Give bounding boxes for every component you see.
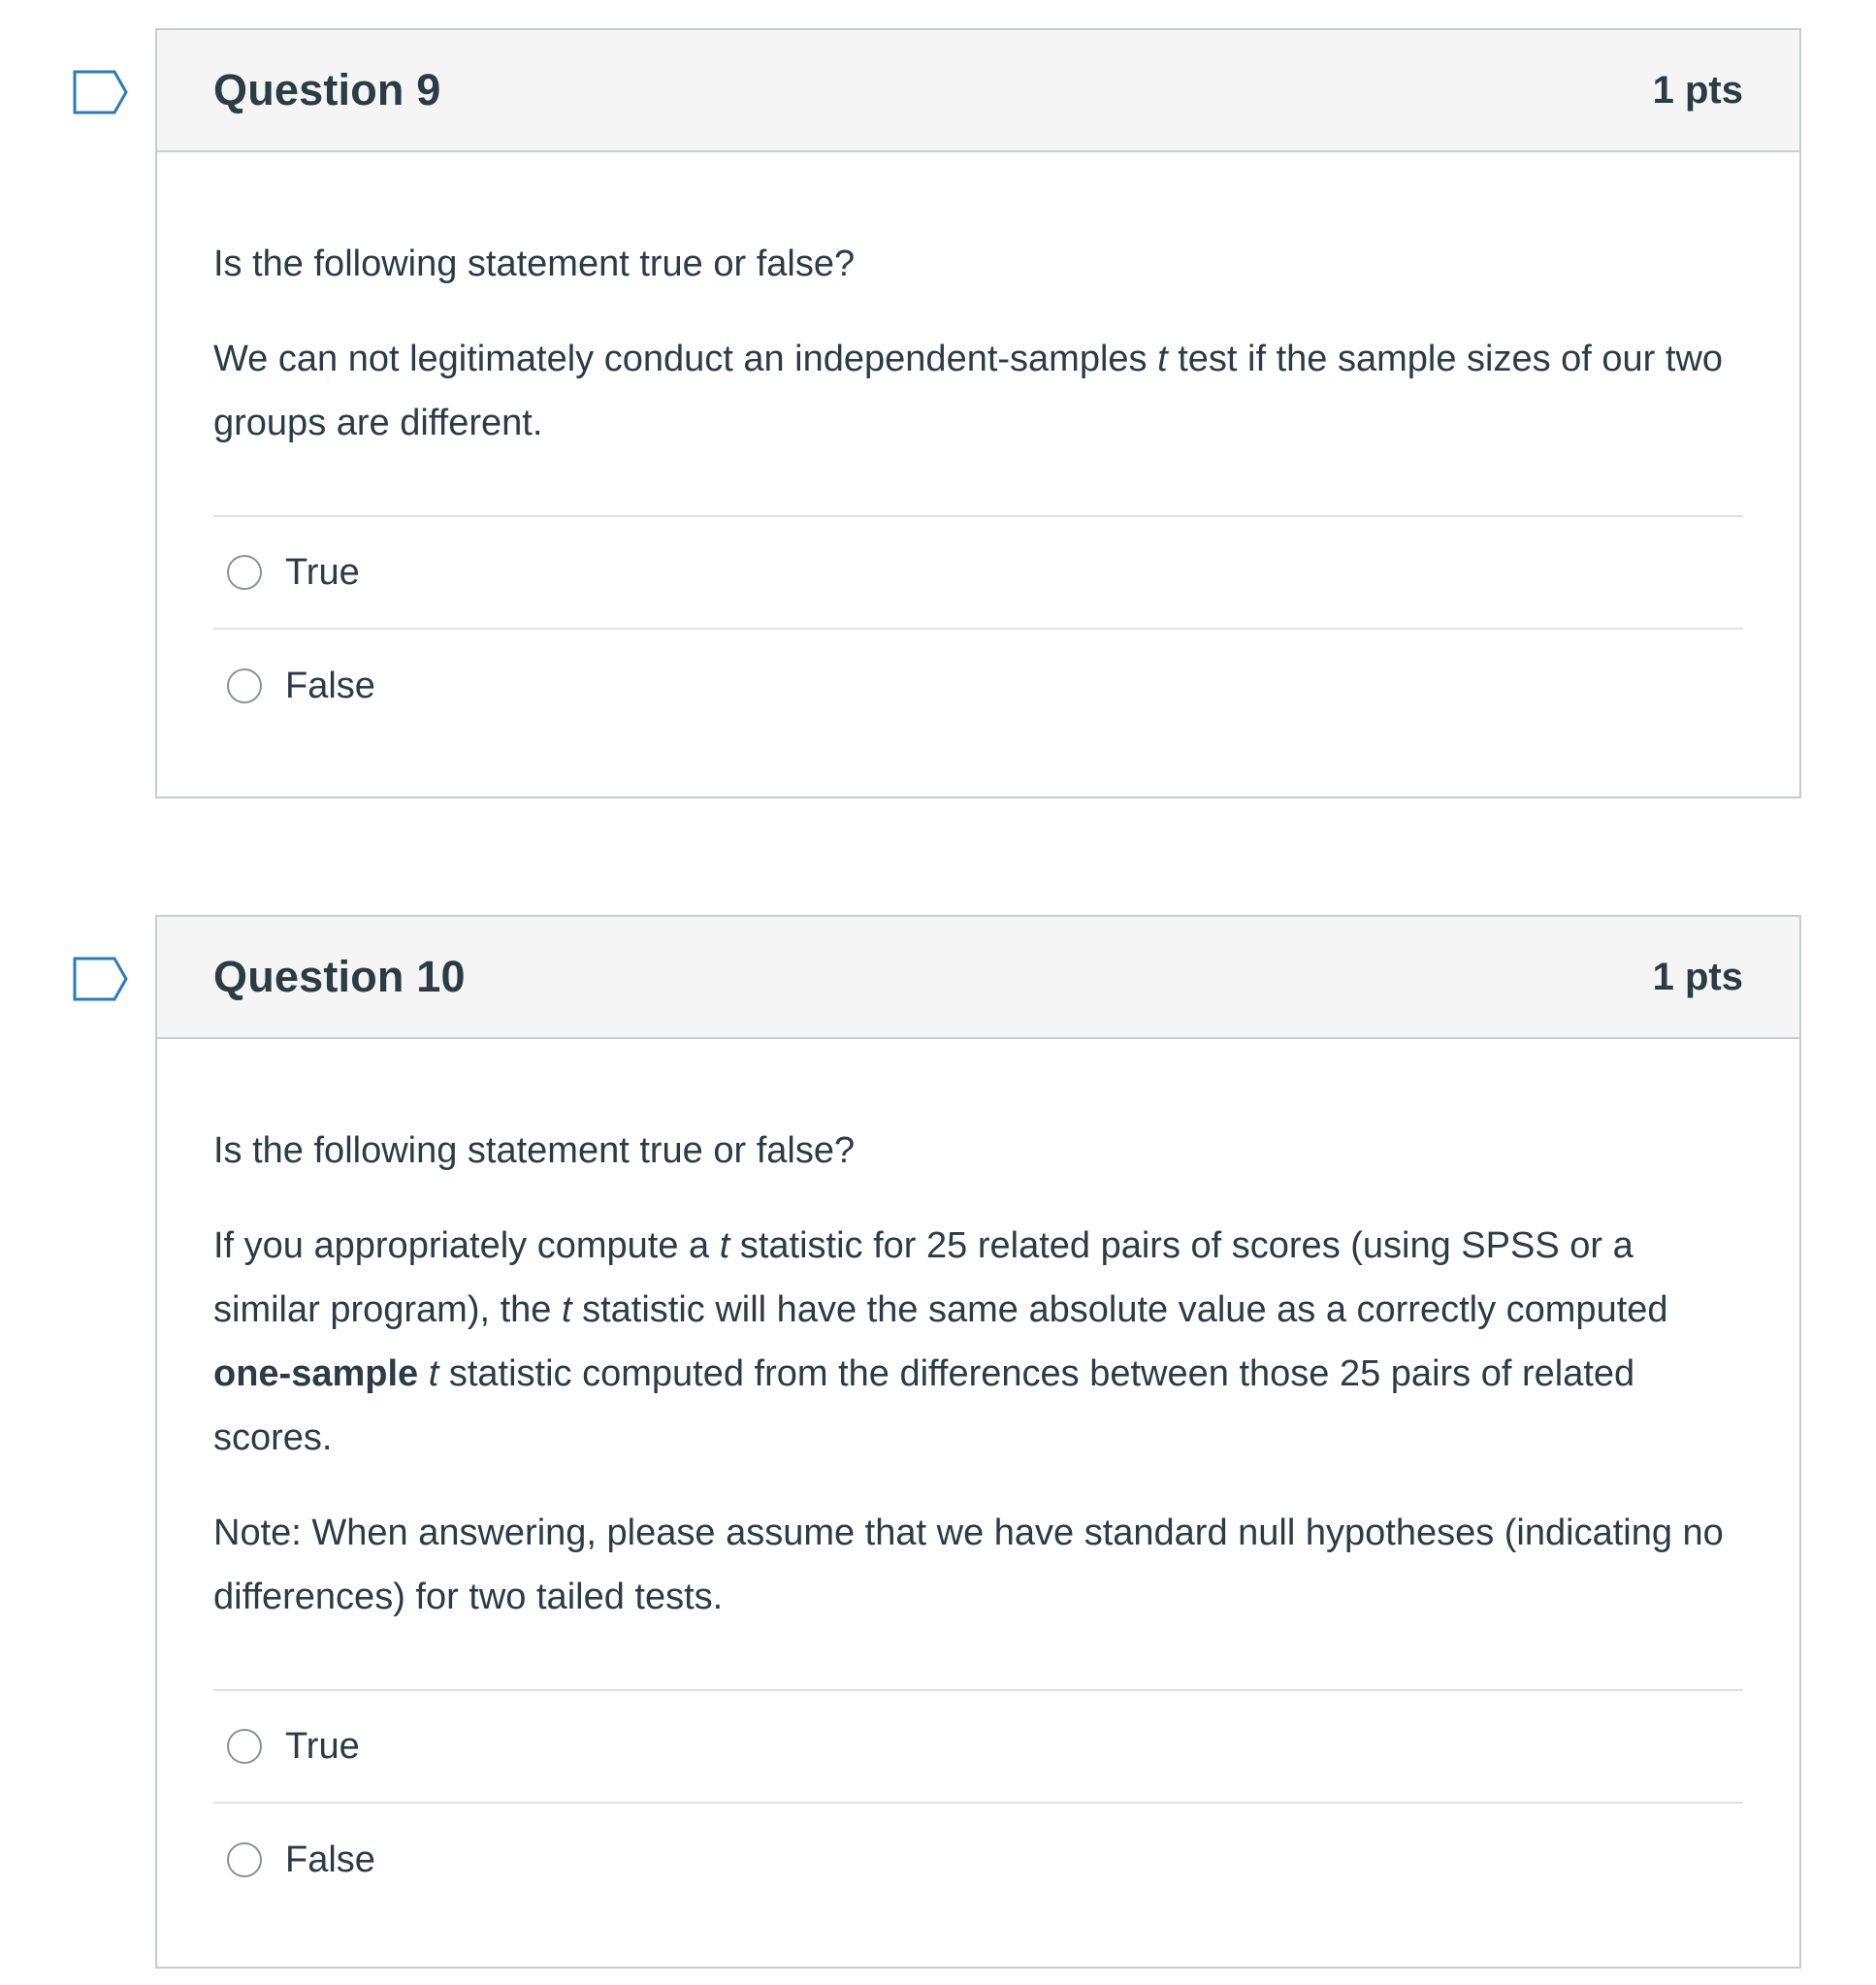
question-title: Question 9 bbox=[213, 65, 441, 114]
question-statement: We can not legitimately conduct an independent-samples t test if the sample sizes of our two groups are different. bbox=[213, 339, 1724, 443]
answer-label[interactable]: False bbox=[285, 1839, 375, 1880]
question-prompt: Is the following statement true or false? bbox=[213, 244, 856, 284]
question-statement: If you appropriately compute a t statistic for 25 related pairs of scores (using SPSS or a similar program), the t statistic will have the same absolute value as a correctly computed one-sample t statistic computed from the differences between those 25 pairs of related scores. bbox=[213, 1225, 1668, 1458]
answer-option-true[interactable] bbox=[213, 517, 1743, 630]
answer-label[interactable]: False bbox=[285, 665, 375, 706]
answer-label[interactable]: True bbox=[285, 551, 360, 593]
answer-option-true[interactable] bbox=[213, 1691, 1743, 1804]
question-9-card bbox=[155, 28, 1801, 798]
answer-label[interactable]: True bbox=[285, 1725, 360, 1767]
answer-list bbox=[213, 515, 1743, 742]
radio-button[interactable] bbox=[227, 1729, 262, 1764]
question-points: 1 pts bbox=[1652, 68, 1743, 112]
question-prompt: Is the following statement true or false? bbox=[213, 1130, 856, 1171]
answer-option-false[interactable] bbox=[213, 630, 1743, 742]
radio-button[interactable] bbox=[227, 1842, 262, 1877]
question-text bbox=[213, 152, 1743, 455]
radio-button[interactable] bbox=[227, 668, 262, 703]
question-text bbox=[213, 1039, 1743, 1629]
question-body bbox=[157, 1039, 1799, 1916]
radio-button[interactable] bbox=[227, 555, 262, 590]
answer-list bbox=[213, 1689, 1743, 1916]
question-10-card bbox=[155, 915, 1801, 1969]
flag-question-icon[interactable] bbox=[72, 956, 130, 1002]
question-header bbox=[157, 30, 1799, 152]
question-points: 1 pts bbox=[1652, 955, 1743, 998]
question-body bbox=[157, 152, 1799, 742]
question-header bbox=[157, 917, 1799, 1039]
answer-option-false[interactable] bbox=[213, 1804, 1743, 1916]
question-title: Question 10 bbox=[213, 952, 466, 1001]
question-note: Note: When answering, please assume that we have standard null hypotheses (indicating no differences) for two tailed tests. bbox=[213, 1513, 1724, 1617]
flag-question-icon[interactable] bbox=[72, 69, 130, 115]
